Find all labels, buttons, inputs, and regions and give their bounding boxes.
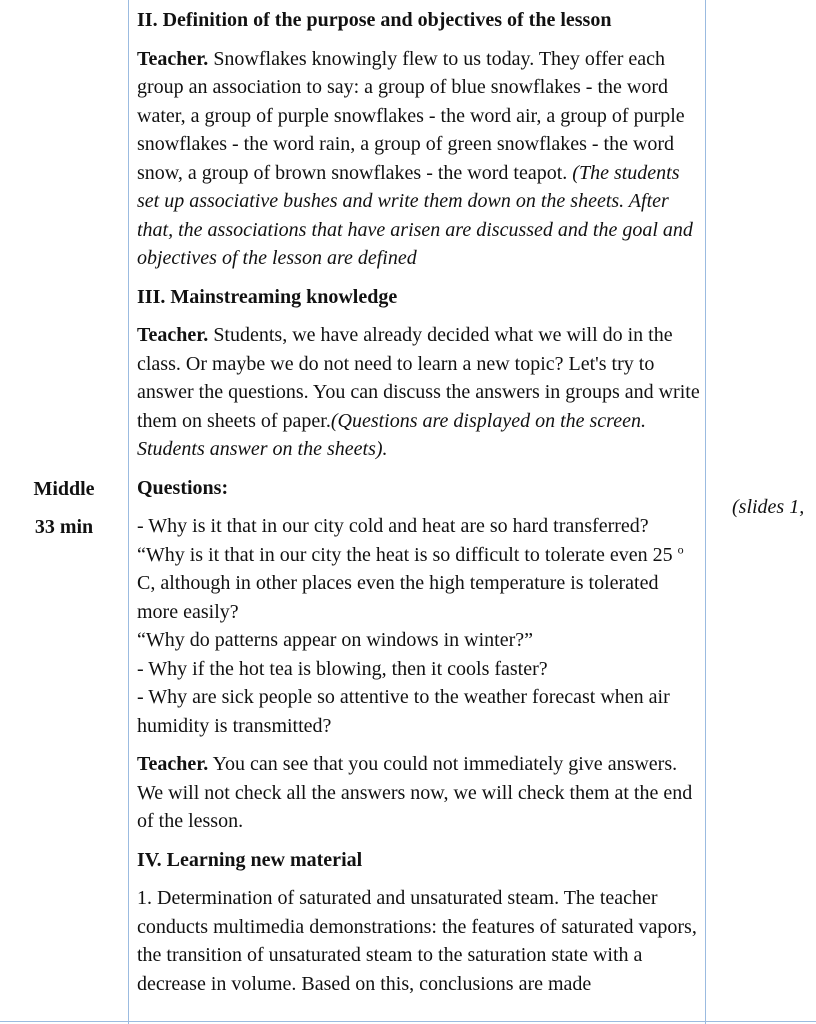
- lesson-content-cell: [137, 6, 701, 998]
- questions-heading: Questions:: [137, 476, 229, 499]
- stage-cell: [0, 470, 128, 546]
- mainstreaming-note: (Questions are displayed on the screen. Students answer on the sheets).: [137, 409, 646, 460]
- mainstreaming-paragraph: [137, 321, 701, 464]
- purpose-paragraph: [137, 45, 701, 273]
- resources-cell: [706, 496, 816, 519]
- column-divider-left: [128, 0, 129, 1024]
- purpose-text: Snowflakes knowingly flew to us today. They offer each group an association to say: a group of blue snowflakes - the word water, a group of purple snowflakes - the word air, a group of purple snowflakes - the word rain, a group of green snowflakes - the word snow, a group of brown snowflakes - the word teapot.: [137, 47, 685, 184]
- question-text: “Why is it that in our city the heat is so difficult to tolerate even 25: [137, 543, 678, 566]
- stage-label: Middle: [33, 478, 95, 500]
- speaker-label: Teacher.: [137, 47, 209, 70]
- closing-text: You can see that you could not immediately give answers. We will not check all the answers now, we will check them at the end of the lesson.: [137, 753, 693, 832]
- table-bottom-border: [0, 1021, 816, 1022]
- speaker-label: Teacher.: [137, 753, 209, 775]
- question-item: - Why are sick people so attentive to the weather forecast when air humidity is transmitted?: [137, 686, 670, 737]
- stage-duration: 33 min: [34, 516, 94, 538]
- degree-symbol: o: [677, 541, 684, 556]
- speaker-label: Teacher.: [137, 324, 209, 346]
- section-heading-new-material: IV. Learning new material: [137, 848, 363, 871]
- new-material-paragraph: 1. Determination of saturated and unsaturated steam. The teacher conducts multimedia demonstrations: the features of saturated vapors, the transition of unsaturated steam to the saturation state with a decrease in volume. Based on this, conclusions are made: [137, 887, 697, 995]
- section-heading-purpose: II. Definition of the purpose and objectives of the lesson: [137, 9, 612, 31]
- closing-paragraph: [137, 750, 701, 836]
- section-heading-mainstreaming: III. Mainstreaming knowledge: [137, 285, 398, 308]
- question-item: - Why is it that in our city cold and heat are so hard transferred?: [137, 515, 649, 537]
- slides-note: (slides 1,: [732, 496, 805, 518]
- purpose-note: (The students set up associative bushes and write them down on the sheets. After that, the associations that have arisen are discussed and the goal and objectives of the lesson are defined: [137, 161, 693, 269]
- question-text: C, although in other places even the high temperature is tolerated more easily?: [137, 572, 659, 623]
- question-item: “Why do patterns appear on windows in winter?”: [137, 629, 533, 651]
- question-item: [137, 541, 701, 627]
- question-item: - Why if the hot tea is blowing, then it cools faster?: [137, 657, 548, 680]
- mainstreaming-text: Students, we have already decided what we will do in the class. Or maybe we do not need to learn a new topic? Let's try to answer the questions. You can discuss the answers in groups and write them on sheets of paper.: [137, 324, 700, 432]
